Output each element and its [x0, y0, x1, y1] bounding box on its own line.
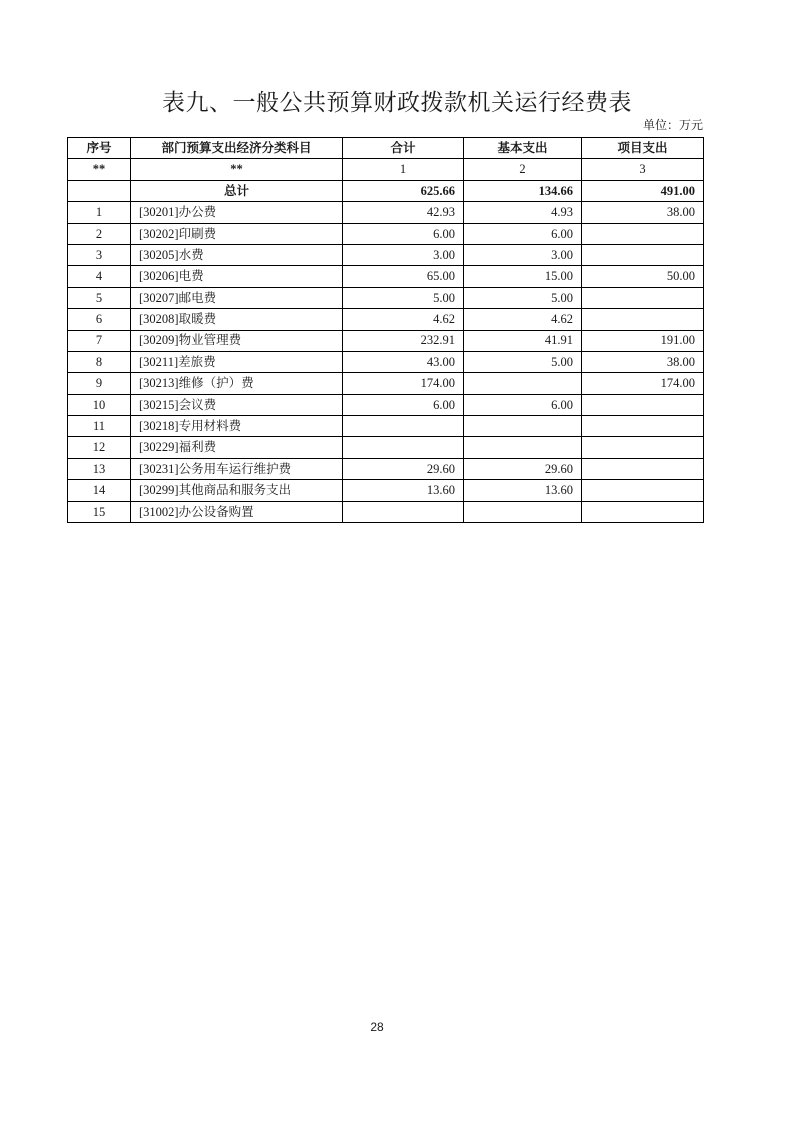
table-row: [68, 416, 704, 437]
row-subject-cell: [30229]福利费: [131, 437, 343, 458]
row-basic-cell: [464, 373, 582, 394]
row-basic-cell: 13.60: [464, 480, 582, 501]
table-row: [68, 501, 704, 522]
col-header-seq: 序号: [68, 138, 131, 159]
row-seq-cell: 14: [68, 480, 131, 501]
row-seq-cell: 3: [68, 244, 131, 265]
row-project-cell: 38.00: [582, 202, 704, 223]
row-basic-cell: 41.91: [464, 330, 582, 351]
row-subject-cell: [30208]取暖费: [131, 309, 343, 330]
code-basic-cell: 2: [464, 159, 582, 180]
row-total-cell: [343, 416, 464, 437]
row-basic-cell: 4.62: [464, 309, 582, 330]
table-header-row: [68, 138, 704, 159]
row-total-cell: 4.62: [343, 309, 464, 330]
table-total-row: [68, 180, 704, 201]
row-basic-cell: [464, 416, 582, 437]
row-total-cell: 6.00: [343, 394, 464, 415]
code-total-cell: 1: [343, 159, 464, 180]
row-project-cell: [582, 223, 704, 244]
table-row: [68, 394, 704, 415]
row-seq-cell: 9: [68, 373, 131, 394]
total-label-cell: 总计: [131, 180, 343, 201]
row-basic-cell: 5.00: [464, 351, 582, 372]
row-project-cell: [582, 480, 704, 501]
row-project-cell: 191.00: [582, 330, 704, 351]
row-basic-cell: 6.00: [464, 394, 582, 415]
table-row: [68, 223, 704, 244]
row-total-cell: 43.00: [343, 351, 464, 372]
row-subject-cell: [30202]印刷费: [131, 223, 343, 244]
row-seq-cell: 12: [68, 437, 131, 458]
row-seq-cell: 5: [68, 287, 131, 308]
row-project-cell: [582, 437, 704, 458]
row-total-cell: 29.60: [343, 458, 464, 479]
row-total-cell: [343, 437, 464, 458]
row-project-cell: [582, 394, 704, 415]
table-code-row: [68, 159, 704, 180]
total-project-cell: 491.00: [582, 180, 704, 201]
total-total-cell: 625.66: [343, 180, 464, 201]
total-seq-cell: [68, 180, 131, 201]
row-project-cell: [582, 416, 704, 437]
table-row: [68, 458, 704, 479]
row-total-cell: 3.00: [343, 244, 464, 265]
table-row: [68, 480, 704, 501]
row-subject-cell: [30209]物业管理费: [131, 330, 343, 351]
row-project-cell: 50.00: [582, 266, 704, 287]
row-project-cell: [582, 501, 704, 522]
page-number: 28: [370, 1020, 384, 1034]
row-subject-cell: [30205]水费: [131, 244, 343, 265]
row-total-cell: 5.00: [343, 287, 464, 308]
total-basic-cell: 134.66: [464, 180, 582, 201]
table-row: [68, 330, 704, 351]
row-total-cell: 42.93: [343, 202, 464, 223]
col-header-total: 合计: [343, 138, 464, 159]
row-subject-cell: [31002]办公设备购置: [131, 501, 343, 522]
row-seq-cell: 4: [68, 266, 131, 287]
table-row: [68, 287, 704, 308]
code-project-cell: 3: [582, 159, 704, 180]
row-project-cell: 174.00: [582, 373, 704, 394]
table-row: [68, 244, 704, 265]
row-subject-cell: [30218]专用材料费: [131, 416, 343, 437]
row-subject-cell: [30299]其他商品和服务支出: [131, 480, 343, 501]
row-seq-cell: 15: [68, 501, 131, 522]
row-basic-cell: 6.00: [464, 223, 582, 244]
col-header-basic: 基本支出: [464, 138, 582, 159]
row-total-cell: 6.00: [343, 223, 464, 244]
row-basic-cell: 29.60: [464, 458, 582, 479]
row-subject-cell: [30231]公务用车运行维护费: [131, 458, 343, 479]
row-seq-cell: 2: [68, 223, 131, 244]
table-row: [68, 373, 704, 394]
col-header-subject: 部门预算支出经济分类科目: [131, 138, 343, 159]
row-basic-cell: 3.00: [464, 244, 582, 265]
row-basic-cell: 5.00: [464, 287, 582, 308]
row-total-cell: 65.00: [343, 266, 464, 287]
row-subject-cell: [30201]办公费: [131, 202, 343, 223]
table-row: [68, 309, 704, 330]
row-subject-cell: [30211]差旅费: [131, 351, 343, 372]
unit-note: 单位：万元: [642, 118, 703, 132]
row-seq-cell: 13: [68, 458, 131, 479]
row-total-cell: 232.91: [343, 330, 464, 351]
code-subject-cell: **: [131, 159, 343, 180]
row-subject-cell: [30215]会议费: [131, 394, 343, 415]
row-total-cell: [343, 501, 464, 522]
row-project-cell: [582, 458, 704, 479]
row-seq-cell: 6: [68, 309, 131, 330]
code-seq-cell: **: [68, 159, 131, 180]
row-subject-cell: [30207]邮电费: [131, 287, 343, 308]
row-seq-cell: 8: [68, 351, 131, 372]
table-row: [68, 202, 704, 223]
table-row: [68, 351, 704, 372]
row-project-cell: 38.00: [582, 351, 704, 372]
table-row: [68, 266, 704, 287]
row-project-cell: [582, 287, 704, 308]
row-basic-cell: 4.93: [464, 202, 582, 223]
row-seq-cell: 1: [68, 202, 131, 223]
row-seq-cell: 7: [68, 330, 131, 351]
row-seq-cell: 10: [68, 394, 131, 415]
row-basic-cell: [464, 501, 582, 522]
row-total-cell: 174.00: [343, 373, 464, 394]
row-subject-cell: [30213]维修（护）费: [131, 373, 343, 394]
col-header-project: 项目支出: [582, 138, 704, 159]
row-project-cell: [582, 309, 704, 330]
row-total-cell: 13.60: [343, 480, 464, 501]
row-seq-cell: 11: [68, 416, 131, 437]
table-row: [68, 437, 704, 458]
budget-table: [67, 137, 704, 523]
document-title: 表九、一般公共预算财政拨款机关运行经费表: [162, 90, 632, 115]
row-basic-cell: [464, 437, 582, 458]
row-basic-cell: 15.00: [464, 266, 582, 287]
row-project-cell: [582, 244, 704, 265]
row-subject-cell: [30206]电费: [131, 266, 343, 287]
